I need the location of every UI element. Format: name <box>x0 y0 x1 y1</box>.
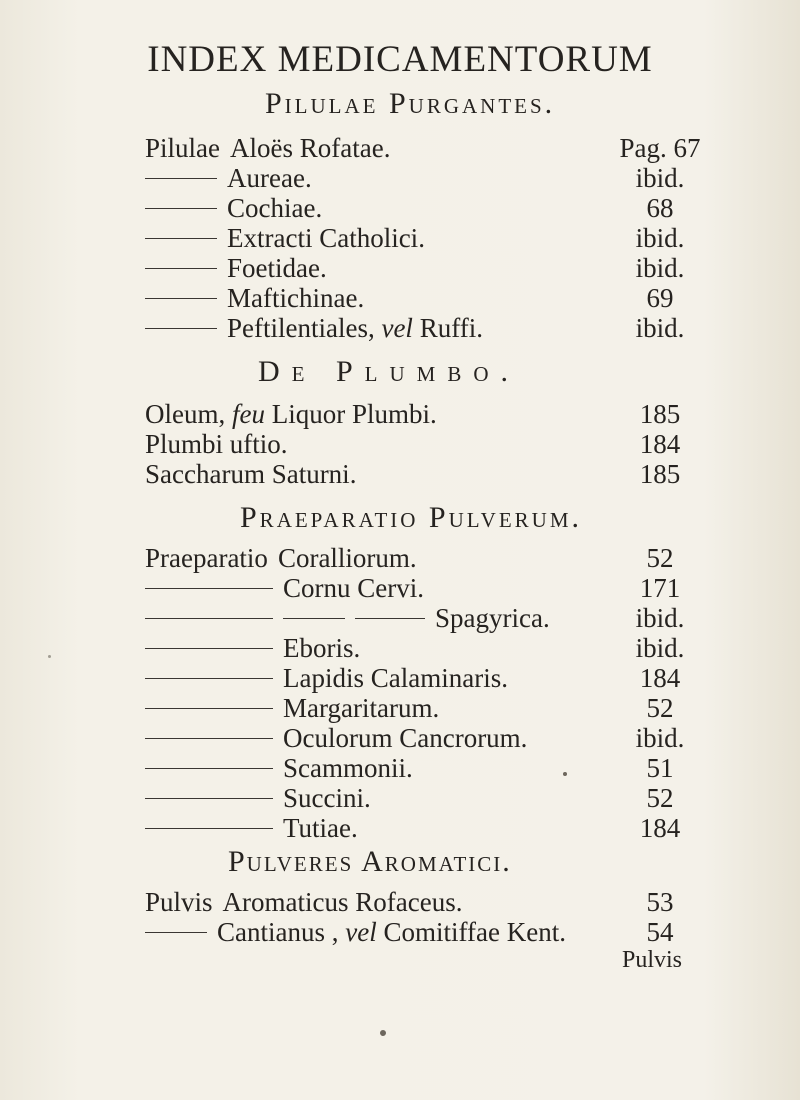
ink-spot <box>48 655 51 658</box>
page-reference: 53 <box>646 887 674 917</box>
section-heading-praeparatio: Praeparatio Pulverum. <box>240 501 583 534</box>
page-reference: 69 <box>646 283 674 313</box>
section-heading-pilulae: Pilulae Purgantes. <box>265 87 556 120</box>
page-reference: 185 <box>639 399 681 429</box>
index-entry <box>0 810 800 846</box>
entry-text-cont: Liquor Plumbi. <box>271 399 437 429</box>
entry-text: Foetidae. <box>227 253 327 283</box>
entry-text: Coralliorum. <box>277 543 417 573</box>
ditto-dash <box>145 798 273 799</box>
entry-text: Spagyrica. <box>435 603 550 633</box>
entry-text: Saccharum Saturni. <box>145 459 357 489</box>
page-reference: ibid. <box>635 603 685 633</box>
entry-lead: Pilulae <box>145 133 220 163</box>
entry-lead: Pulvis <box>145 887 213 917</box>
ditto-dash <box>145 828 273 829</box>
entry-text: Scammonii. <box>283 753 413 783</box>
ditto-dash <box>145 648 273 649</box>
entry-text-cont: Comitiffae Kent. <box>383 917 566 947</box>
ditto-dash <box>145 932 207 933</box>
entry-text: Succini. <box>283 783 371 813</box>
ink-spot <box>380 1030 386 1036</box>
page-reference: ibid. <box>635 313 685 343</box>
page-reference: ibid. <box>635 723 685 753</box>
page-reference: 171 <box>639 573 681 603</box>
page-reference: 52 <box>646 693 674 723</box>
entry-italic: vel <box>381 313 413 343</box>
entry-text: Aromaticus Rofaceus. <box>222 887 463 917</box>
page-reference: 185 <box>639 459 681 489</box>
ditto-dash <box>145 678 273 679</box>
ditto-dash <box>283 618 345 619</box>
page-reference: ibid. <box>635 253 685 283</box>
entry-text: Cochiae. <box>227 193 323 223</box>
index-entry <box>0 310 800 346</box>
ditto-dash <box>145 588 273 589</box>
entry-text: Tutiae. <box>283 813 358 843</box>
entry-text: Lapidis Calaminaris. <box>283 663 508 693</box>
entry-text: Maftichinae. <box>227 283 365 313</box>
ditto-dash <box>145 328 217 329</box>
ditto-dash <box>145 708 273 709</box>
entry-text-cont: Ruffi. <box>419 313 483 343</box>
ditto-dash <box>145 618 273 619</box>
ditto-dash <box>145 738 273 739</box>
page-reference: 184 <box>639 663 681 693</box>
entry-text: Aureae. <box>227 163 312 193</box>
index-entry <box>0 456 800 492</box>
entry-lead: Praeparatio <box>145 543 268 573</box>
page-reference: ibid. <box>635 163 685 193</box>
ditto-dash <box>145 178 217 179</box>
ditto-dash <box>355 618 425 619</box>
entry-text: Peftilentiales, <box>227 313 375 343</box>
entry-text: Oleum, <box>145 399 226 429</box>
page-reference: 184 <box>639 429 681 459</box>
page-reference: 184 <box>639 813 681 843</box>
entry-text: Plumbi uftio. <box>145 429 288 459</box>
catchword: Pulvis <box>622 947 683 973</box>
page-title: INDEX MEDICAMENTORUM <box>147 39 653 80</box>
entry-text: Margaritarum. <box>283 693 440 723</box>
ditto-dash <box>145 208 217 209</box>
page-reference: ibid. <box>635 633 685 663</box>
page-reference: ibid. <box>635 223 685 253</box>
ditto-dash <box>145 298 217 299</box>
page-reference: 54 <box>646 917 674 947</box>
page-reference: Pag. 67 <box>619 133 701 163</box>
ditto-dash <box>145 268 217 269</box>
page-reference: 51 <box>646 753 674 783</box>
entry-text: Cornu Cervi. <box>283 573 424 603</box>
entry-text: Eboris. <box>283 633 361 663</box>
entry-italic: feu <box>232 399 265 429</box>
ditto-dash <box>145 238 217 239</box>
section-heading-pulveres: Pulveres Aromatici. <box>228 845 512 878</box>
page-reference: 52 <box>646 783 674 813</box>
ditto-dash <box>145 768 273 769</box>
section-heading-plumbo: De Plumbo. <box>258 355 521 388</box>
ink-spot <box>563 772 567 776</box>
entry-text: Cantianus , <box>217 917 339 947</box>
entry-italic: vel <box>345 917 377 947</box>
entry-text: Oculorum Cancrorum. <box>283 723 528 753</box>
page-reference: 52 <box>646 543 674 573</box>
entry-text: Extracti Catholici. <box>227 223 425 253</box>
page-reference: 68 <box>646 193 674 223</box>
entry-text: Aloës Rofatae. <box>230 133 391 163</box>
